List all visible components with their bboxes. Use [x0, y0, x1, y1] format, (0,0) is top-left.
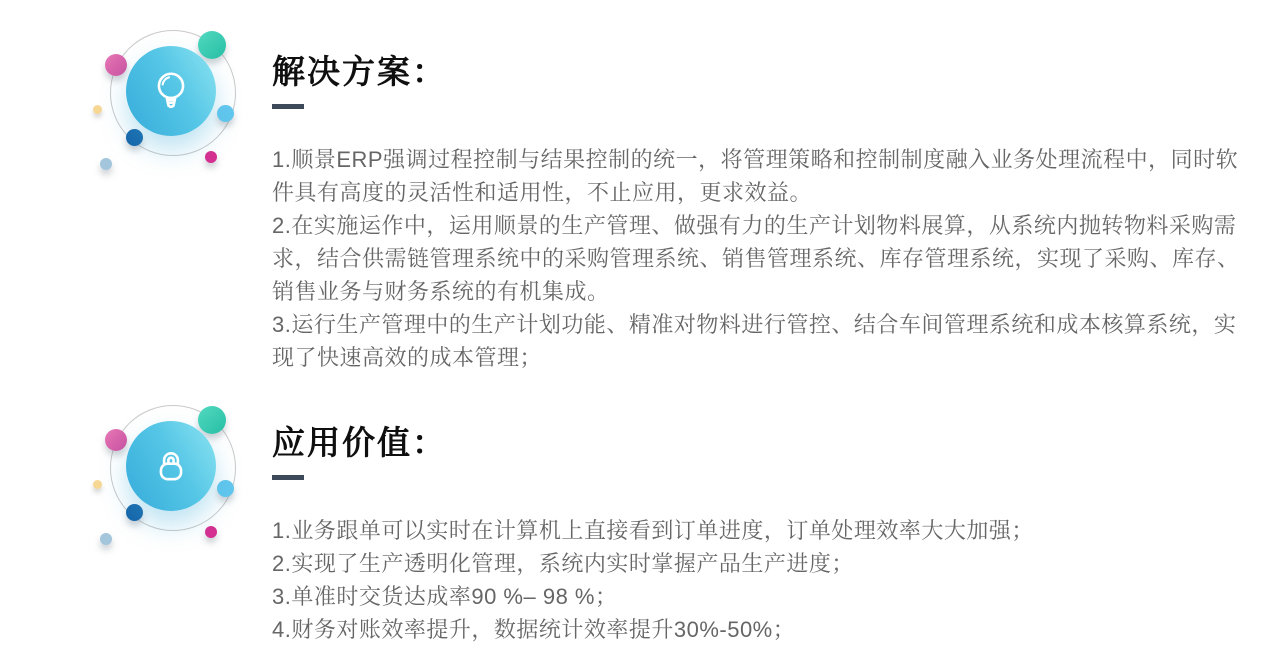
lightbulb-icon: [148, 68, 194, 114]
value-paragraphs: [272, 514, 1257, 646]
pink-dot: [205, 526, 217, 538]
solution-paragraphs: [272, 143, 1257, 374]
yellow-dot: [93, 480, 102, 489]
dark-blue-dot: [126, 129, 143, 146]
solution-item-2: 2.在实施运作中，运用顺景的生产管理、做强有力的生产计划物料展算，从系统内抛转物料采购需求，结合供需链管理系统中的采购管理系统、销售管理系统、库存管理系统，实现了采购、库存、销售业务与财务系统的有机集成。: [272, 213, 1240, 304]
value-badge: [126, 421, 216, 511]
value-icon-cluster: [90, 400, 240, 570]
value-title: 应用价值：: [272, 424, 447, 461]
solution-section: [272, 50, 1257, 374]
magenta-dot: [105, 429, 127, 451]
solution-title: 解决方案：: [272, 53, 447, 90]
lock-icon: [148, 443, 194, 489]
pale-blue-dot: [100, 533, 112, 545]
value-item-4: 4.财务对账效率提升，数据统计效率提升30%-50%；: [272, 617, 796, 642]
dark-blue-dot: [126, 504, 143, 521]
teal-dot: [198, 406, 226, 434]
value-item-1: 1.业务跟单可以实时在计算机上直接看到订单进度，订单处理效率大大加强；: [272, 518, 1034, 543]
pale-blue-dot: [100, 158, 112, 170]
yellow-dot: [93, 105, 102, 114]
value-item-3: 3.单准时交货达成率90 %– 98 %；: [272, 584, 618, 609]
solution-item-3: 3.运行生产管理中的生产计划功能、精准对物料进行管控、结合车间管理系统和成本核算系统，实现了快速高效的成本管理；: [272, 312, 1237, 370]
solution-item-1: 1.顺景ERP强调过程控制与结果控制的统一，将管理策略和控制制度融入业务处理流程中，同时软件具有高度的灵活性和适用性，不止应用，更求效益。: [272, 147, 1239, 205]
value-item-2: 2.实现了生产透明化管理，系统内实时掌握产品生产进度；: [272, 551, 854, 576]
light-blue-dot: [217, 480, 234, 497]
title-underline: [272, 475, 304, 480]
value-section: [272, 421, 1257, 646]
light-blue-dot: [217, 105, 234, 122]
solution-badge: [126, 46, 216, 136]
pink-dot: [205, 151, 217, 163]
magenta-dot: [105, 54, 127, 76]
title-underline: [272, 104, 304, 109]
teal-dot: [198, 31, 226, 59]
solution-icon-cluster: [90, 25, 240, 195]
